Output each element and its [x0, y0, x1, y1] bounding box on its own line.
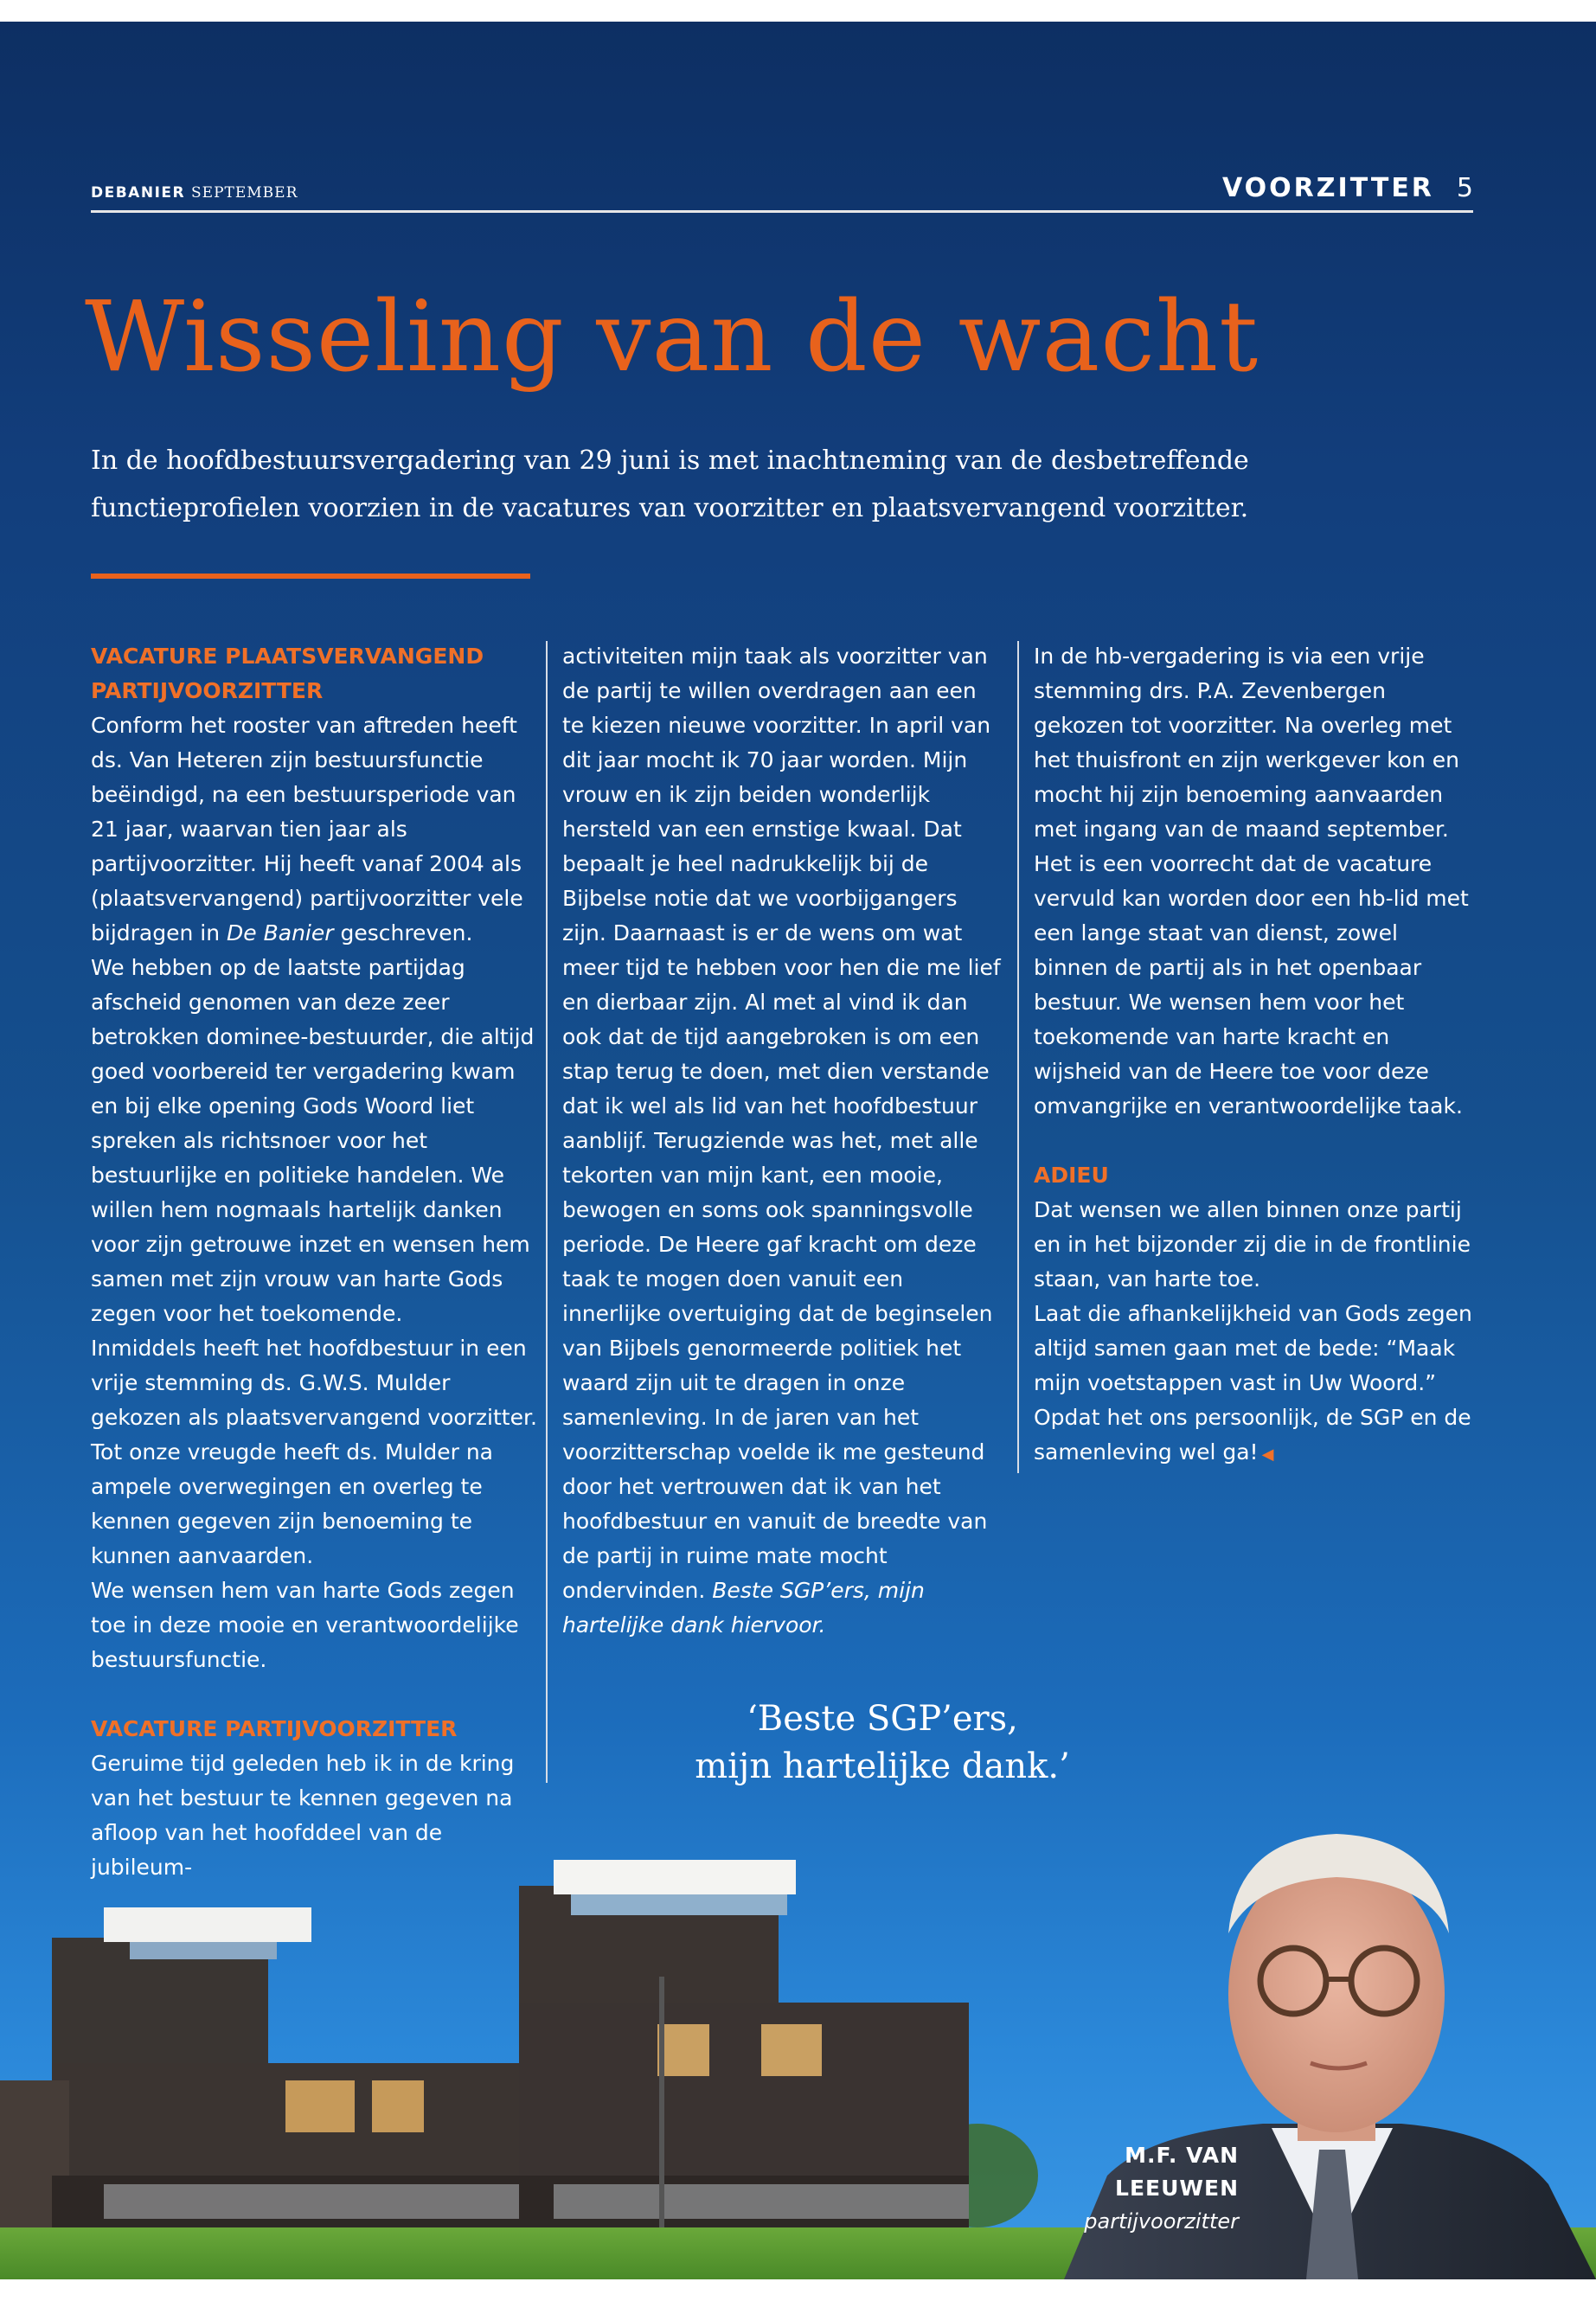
- magazine-name: [91, 184, 298, 202]
- lamp-post: [659, 1977, 664, 2227]
- paragraph: We wensen hem van harte Gods zegen toe in deze mooie en verantwoordelijke bestuursfunctie.: [91, 1578, 519, 1672]
- text: geschreven.: [333, 920, 473, 945]
- text: Conform het rooster van aftreden heeft ds. Van Heteren zijn bestuursfunctie beëindigd, na een bestuursperiode van 21 jaar, waarvan tien jaar als partijvoorzitter. Hij heeft vanaf 2004 als (plaatsvervangend) partijvoorzitter vele bijdragen in: [91, 713, 523, 945]
- caption-role: partijvoorzitter: [1084, 2209, 1239, 2234]
- article-title: Wisseling van de wacht: [85, 281, 1259, 394]
- paragraph: [91, 708, 541, 951]
- paragraph: We hebben op de laatste partijdag afscheid genomen van deze zeer betrokken dominee-bestuurder, die altijd goed voorbereid ter vergadering kwam en bij elke opening Gods Woord liet spreken als richtsnoer voor het bestuurlijke en politieke handelen. We willen hem nogmaals hartelijk danken voor zijn getrouwe inzet en wensen hem samen met zijn vrouw van harte Gods zegen voor het toekomende.: [91, 955, 535, 1326]
- title-divider: [91, 574, 530, 579]
- photo-caption: [995, 2139, 1239, 2238]
- column-2: [562, 639, 1003, 1643]
- paragraph: Geruime tijd geleden heb ik in de kring van het bestuur te kennen gegeven na afloop van het hoofddeel van de jubileum-: [91, 1751, 515, 1880]
- magazine-page: [0, 22, 1596, 2279]
- page-number: 5: [1456, 173, 1473, 203]
- quote-line: ‘Beste SGP’ers,: [747, 1699, 1018, 1739]
- paragraph: In de hb-vergadering is via een vrije stemming drs. P.A. Zevenbergen gekozen tot voorzitter. Na overleg met het thuisfront en zijn werkgever kon en mocht hij zijn benoeming aanvaarden met ingang van de maand september.: [1034, 644, 1459, 842]
- end-mark-icon: ◀: [1261, 1445, 1274, 1464]
- text: activiteiten mijn taak als voorzitter van de partij te willen overdragen aan een te kiezen nieuwe voorzitter. In april van dit jaar mocht ik 70 jaar worden. Mijn vrouw en ik zijn beiden wonderlijk hersteld van een ernstige kwaal. Dat bepaalt je heel nadrukkelijk bij de Bijbelse notie dat we voorbijgangers zijn. Daarnaast is er de wens om wat meer tijd te hebben voor hen die me lief en dierbaar zijn. Al met al vind ik dan ook dat de tijd aangebroken is om een stap terug te doen, met dien verstande dat ik wel als lid van het hoofdbestuur aanblijf. Terugziende was het, met alle tekorten van mijn kant, een mooie, bewogen en soms ook spanningsvolle periode. De Heere gaf kracht om deze taak te mogen doen vanuit een innerlijke overtuiging dat de beginselen van Bijbels genormeerde politiek het waard zijn uit te dragen in onze samenleving. In de jaren van het voorzitterschap voelde ik me gesteund door het vertrouwen dat ik van het hoofdbestuur en vanuit de breedte van de partij in ruime mate mocht ondervinden.: [562, 644, 1001, 1603]
- office-building-right: [519, 1860, 969, 2227]
- column-3: [1034, 639, 1475, 1472]
- section-heading: VACATURE PLAATSVERVANGEND PARTIJVOORZITTER: [91, 644, 484, 703]
- paragraph: Inmiddels heeft het hoofdbestuur in een vrije stemming ds. G.W.S. Mulder gekozen als plaatsvervangend voorzitter. Tot onze vreugde heeft ds. Mulder na ampele overwegingen en overleg te kennen gegeven zijn benoeming te kunnen aanvaarden.: [91, 1336, 537, 1568]
- column-divider: [1017, 641, 1019, 1473]
- paragraph: Dat wensen we allen binnen onze partij en in het bijzonder zij die in de frontlinie staan, van harte toe.: [1034, 1197, 1471, 1292]
- issue-month: SEPTEMBER: [191, 184, 298, 202]
- article-lead: In de hoofdbestuursvergadering van 29 juni is met inachtneming van de desbetreffende functieprofielen voorzien in de vacatures van voorzitter en plaatsvervangend voorzitter.: [91, 445, 1249, 523]
- quote-line: mijn hartelijke dank.’: [695, 1747, 1070, 1786]
- office-building-left: [0, 1907, 554, 2227]
- paragraph: [562, 639, 1003, 1643]
- pull-quote: [657, 1695, 1107, 1791]
- column-1: [91, 639, 541, 1885]
- publication-name: De Banier: [227, 920, 334, 945]
- section-label: [1222, 173, 1473, 203]
- section-heading: ADIEU: [1034, 1163, 1109, 1188]
- photo-buildings-and-portrait: [0, 1804, 1596, 2279]
- column-divider: [546, 641, 548, 1783]
- section-name: VOORZITTER: [1221, 173, 1434, 203]
- page-header: [91, 143, 1473, 213]
- paragraph: Het is een voorrecht dat de vacature vervuld kan worden door een hb-lid met een lange staat van dienst, zowel binnen de partij als in het openbaar bestuur. We wensen hem voor het toekomende van harte kracht en wijsheid van de Heere toe voor deze omvangrijke en verantwoordelijke taak.: [1034, 851, 1469, 1118]
- section-heading: VACATURE PARTIJVOORZITTER: [91, 1716, 458, 1741]
- closing-thanks: Beste SGP’ers, mijn hartelijke dank hiervoor.: [562, 1578, 925, 1638]
- paragraph: [1034, 1297, 1475, 1472]
- caption-name: M.F. VAN LEEUWEN: [1115, 2143, 1239, 2201]
- text: Laat die afhankelijkheid van Gods zegen altijd samen gaan met de bede: “Maak mijn voetstappen vast in Uw Woord.” Opdat het ons persoonlijk, de SGP en de samenleving wel ga!: [1034, 1301, 1472, 1465]
- magazine-title: DEBANIER: [91, 184, 186, 202]
